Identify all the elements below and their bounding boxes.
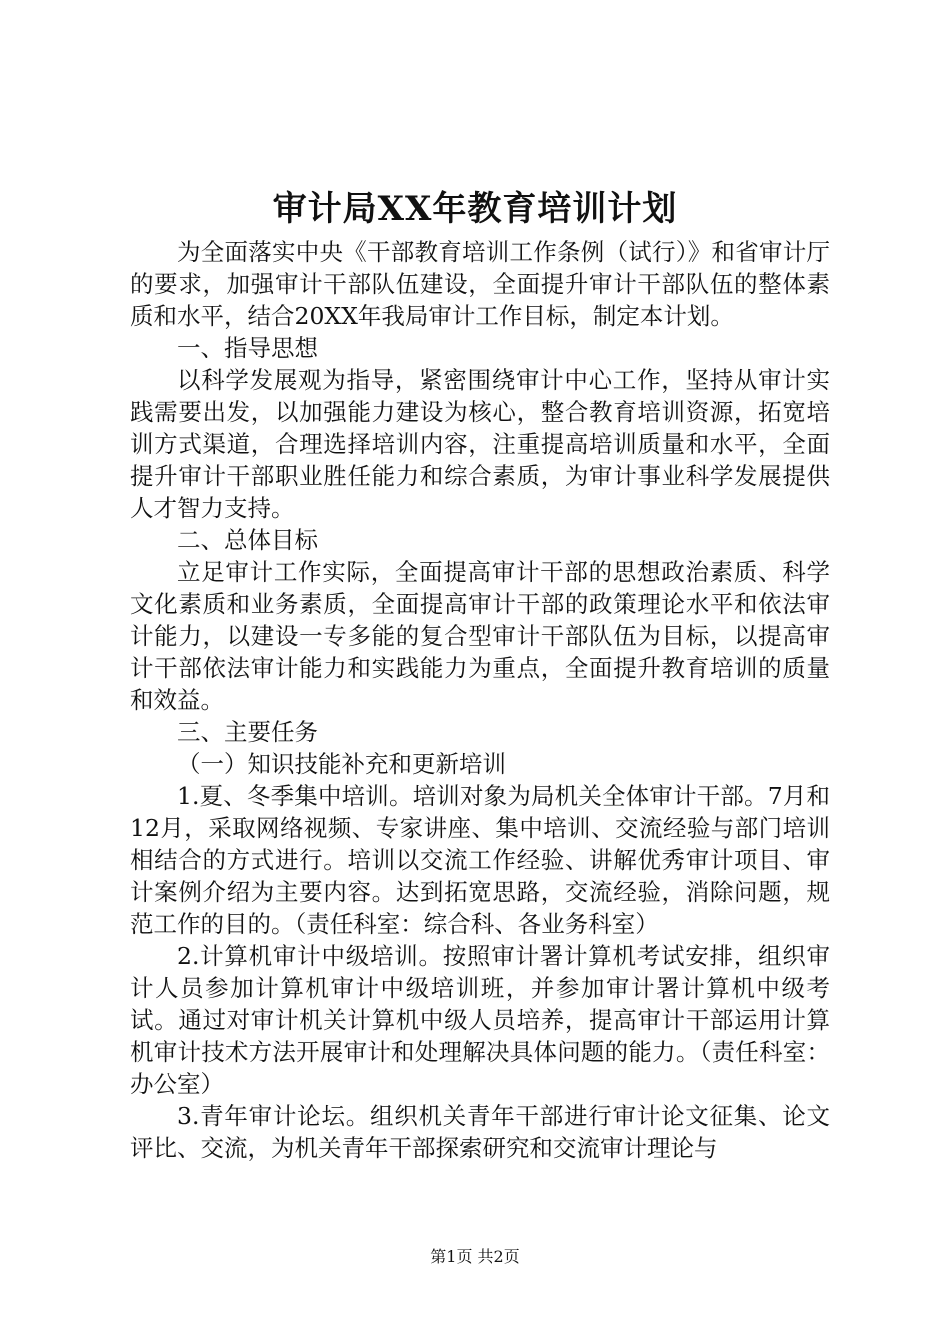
subsection-heading-knowledge-training: （一）知识技能补充和更新培训: [177, 750, 506, 778]
task-item-2: 2.计算机审计中级培训。按照审计署计算机考试安排，组织审计人员参加计算机审计中级培训班，并参加审计署计算机中级考试。通过对审计机关计算机中级人员培养，提高审计干部运用计算机审计技术方法开展审计和处理解决具体问题的能力。（责任科室：办公室）: [130, 942, 830, 1098]
page-footer: 第1页 共2页: [430, 1247, 520, 1266]
section-heading-main-tasks: 三、主要任务: [177, 718, 318, 746]
guiding-thought-paragraph: 以科学发展观为指导，紧密围绕审计中心工作，坚持从审计实践需要出发，以加强能力建设为核心，整合教育培训资源，拓宽培训方式渠道，合理选择培训内容，注重提高培训质量和水平，全面提升审计干部职业胜任能力和综合素质，为审计事业科学发展提供人才智力支持。: [130, 366, 830, 522]
document-body: [130, 236, 830, 1164]
overall-goal-paragraph: 立足审计工作实际，全面提高审计干部的思想政治素质、科学文化素质和业务素质，全面提高审计干部的政策理论水平和依法审计能力，以建设一专多能的复合型审计干部队伍为目标，以提高审计干部依法审计能力和实践能力为重点，全面提升教育培训的质量和效益。: [130, 558, 830, 714]
document-title: 审计局XX年教育培训计划: [272, 189, 678, 229]
intro-paragraph: 为全面落实中央《干部教育培训工作条例（试行）》和省审计厅的要求，加强审计干部队伍建设，全面提升审计干部队伍的整体素质和水平，结合20XX年我局审计工作目标，制定本计划。: [130, 238, 830, 330]
task-item-1: 1.夏、冬季集中培训。培训对象为局机关全体审计干部。7月和12月，采取网络视频、专家讲座、集中培训、交流经验与部门培训相结合的方式进行。培训以交流工作经验、讲解优秀审计项目、审计案例介绍为主要内容。达到拓宽思路，交流经验，消除问题，规范工作的目的。（责任科室：综合科、各业务科室）: [130, 782, 830, 938]
section-heading-guiding-thought: 一、指导思想: [177, 334, 318, 362]
section-heading-overall-goal: 二、总体目标: [177, 526, 318, 554]
task-item-3: 3.青年审计论坛。组织机关青年干部进行审计论文征集、论文评比、交流，为机关青年干部探索研究和交流审计理论与: [130, 1102, 830, 1162]
